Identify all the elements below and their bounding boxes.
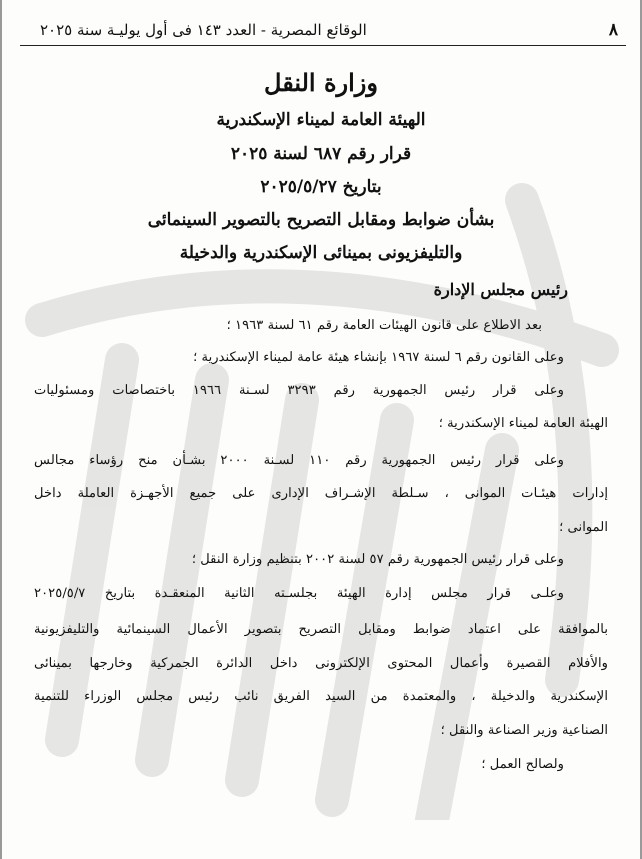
body-line: وعلى القانون رقم ٦ لسنة ١٩٦٧ بإنشاء هيئة عامة لميناء الإسكندرية ؛ xyxy=(193,350,564,365)
decree-subject-line-2: والتليفزيونى بمينائى الإسكندرية والدخيلة xyxy=(179,243,463,263)
body-line: الصناعية وزير الصناعة والنقل ؛ xyxy=(440,723,608,738)
body-line: إدارات هيئـات الموانى ، سـلطة الإشـراف الإدارى على جميع الأجهـزة العاملة داخل xyxy=(34,486,608,501)
decree-subject-line-1: بشأن ضوابط ومقابل التصريح بالتصوير السينمائى xyxy=(147,210,495,230)
body-line: الإسكندرية والدخيلة ، والمعتمدة من السيد الفريق نائب رئيس مجلس الوزراء للتنمية xyxy=(34,689,608,704)
body-line: وعلـى قرار مجلس إدارة الهيئة بجلسـته الثانية المنعقـدة بتاريخ ٢٠٢٥/٥/٧ xyxy=(34,586,564,601)
chairman-heading: رئيس مجلس الإدارة xyxy=(433,280,568,299)
header-divider xyxy=(20,45,626,46)
body-line: بعد الاطلاع على قانون الهيئات العامة رقم ٦١ لسنة ١٩٦٣ ؛ xyxy=(226,318,542,333)
decree-number: قرار رقم ٦٨٧ لسنة ٢٠٢٥ xyxy=(230,144,412,164)
body-line: الهيئة العامة لميناء الإسكندرية ؛ xyxy=(438,416,608,431)
body-line: والأفلام القصيرة وأعمال المحتوى الإلكترونى داخل الدائرة الجمركية وخارجها بمينائى xyxy=(34,656,608,671)
page-header xyxy=(32,18,618,42)
decree-date: بتاريخ ٢٠٢٥/٥/٢٧ xyxy=(260,177,382,197)
body-line: وعلى قرار رئيس الجمهورية رقم ٣٢٩٣ لسـنة ١٩٦٦ باختصاصات ومسئوليات xyxy=(34,383,564,398)
body-line: بالموافقة على اعتماد ضوابط ومقابل التصريح بتصوير الأعمال السينمائية والتليفزيونية xyxy=(34,622,608,637)
body-line: الموانى ؛ xyxy=(559,520,608,535)
page-number: ٨ xyxy=(608,20,618,40)
ministry-title: وزارة النقل xyxy=(264,68,378,97)
gazette-issue-line: الوقائع المصرية - العدد ١٤٣ فى أول يوليـة سنة ٢٠٢٥ xyxy=(40,21,367,39)
body-line: ولصالح العمل ؛ xyxy=(481,757,564,772)
body-line: وعلى قرار رئيس الجمهورية رقم ١١٠ لسـنة ٢٠٠٠ بشـأن منح رؤساء مجالس xyxy=(34,453,564,468)
authority-title: الهيئة العامة لميناء الإسكندرية xyxy=(216,110,426,130)
body-line: وعلى قرار رئيس الجمهورية رقم ٥٧ لسنة ٢٠٠٢ بتنظيم وزارة النقل ؛ xyxy=(191,552,564,567)
